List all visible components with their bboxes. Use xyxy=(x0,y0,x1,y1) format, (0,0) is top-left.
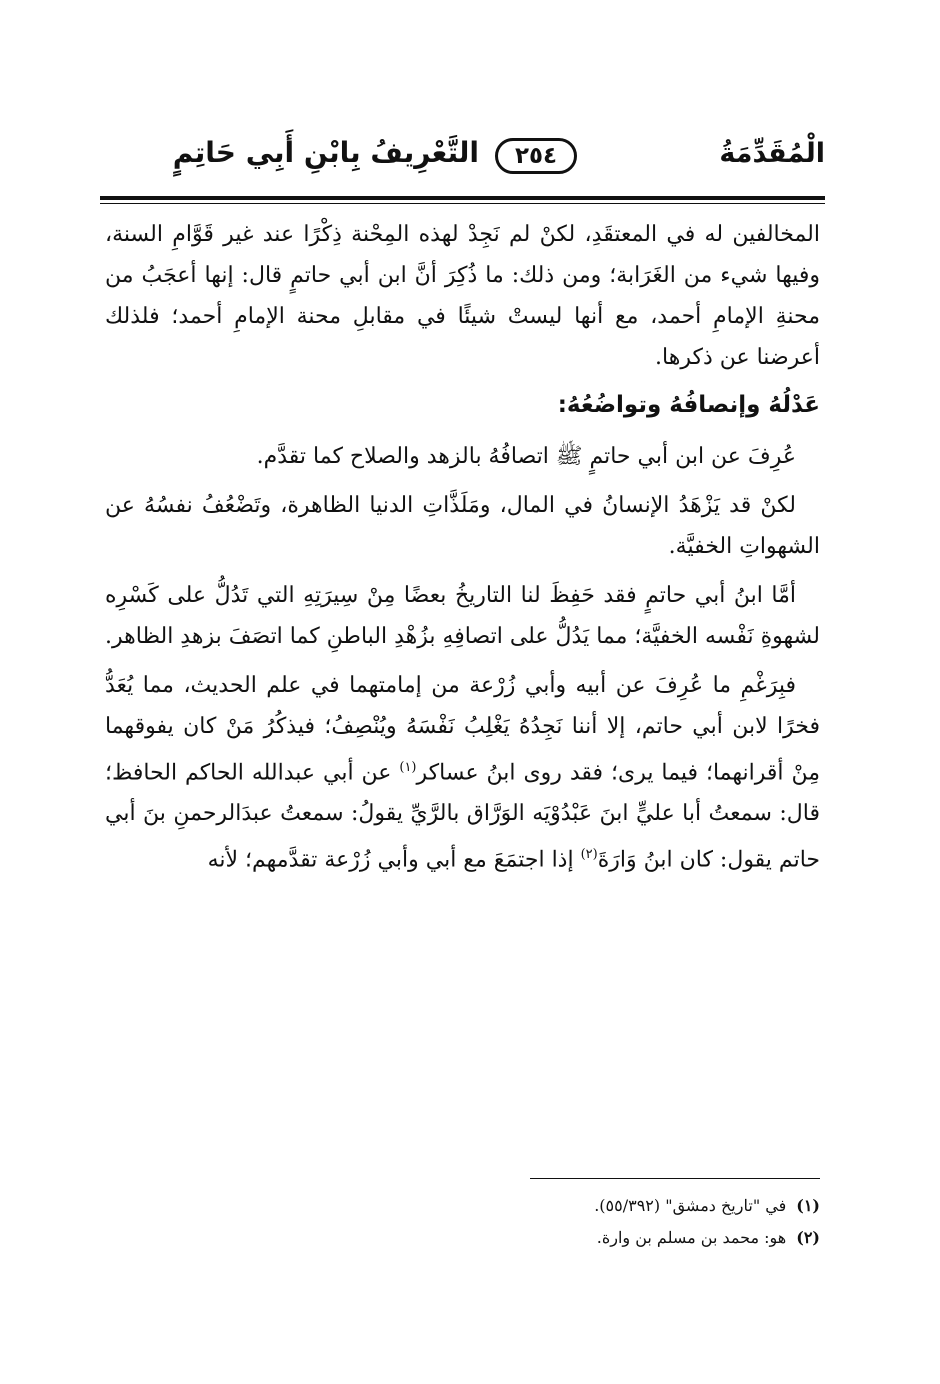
paragraph-1: المخالفين له في المعتقَدِ، لكنْ لم نَجِدْ لهذه المِحْنة ذِكْرًا عند غير قَوَّامِ السنة، وفيها شيء من الغَرَابة؛ ومن ذلك: ما ذُكِرَ أنَّ ابن أبي حاتمٍ قال: إنها أعجَبُ من محنةِ الإمامِ أحمد، مع أنها ليستْ شيئًا في مقابلِ محنة الإمامِ أحمد؛ فلذلك أعرضنا عن ذكرها. xyxy=(105,222,820,370)
footnote-text: هو: محمد بن مسلم بن وارة. xyxy=(596,1228,787,1247)
paragraph-3: لكنْ قد يَزْهَدُ الإنسانُ في المال، ومَلَذَّاتِ الدنيا الظاهرة، وتَضْعُفُ نفسُهُ عن الشهواتِ الخفيَّة. xyxy=(105,493,820,559)
book-title: التَّعْرِيفُ بِابْنِ أَبِي حَاتِمٍ xyxy=(172,136,479,169)
paragraph-5-part-a: فبِرَغْمِ ما عُرِفَ عن أبيه وأبي زُرْعة من إمامتهما في علم الحديث، مما يُعَدُّ فخرًا لابن أبي حاتم، إلا أننا نَجِدُهُ يَغْلِبُ نَفْسَهُ ويُنْصِفُ؛ فيذكُرُ مَنْ كان يفوقهما مِنْ أقرانهما؛ فيما يرى؛ فقد روى ابنُ عساكر xyxy=(105,673,820,786)
section-heading: عَدْلُهُ وإنصافُهُ وتواضُعُهُ: xyxy=(557,392,820,418)
paragraph-5-part-b: عن أبي عبدالله الحاكم الحافظ؛ قال: سمعتُ أبا عليٍّ ابنَ عَبْدُوْيَه الوَرَّاق بالرَّيِّ يقولُ: سمعتُ عبدَالرحمنِ بنَ أبي حاتم يقول: كان ابنُ وَارَةَ xyxy=(105,760,820,873)
footnote-text: في "تاريخ دمشق" (٥٥/٣٩٢). xyxy=(594,1196,787,1215)
header-rule-thin xyxy=(100,203,825,204)
page-number: ٢٥٤ xyxy=(495,138,577,174)
paragraph-5 xyxy=(105,665,820,881)
footnote-number: (١) xyxy=(796,1196,820,1215)
header-rule-thick xyxy=(100,196,825,200)
footnotes-divider xyxy=(530,1178,820,1179)
footnotes xyxy=(105,1190,820,1254)
footnote-number: (٢) xyxy=(796,1228,820,1247)
paragraph-2: عُرِفَ عن ابن أبي حاتمٍ ﷺ اتصافُهُ بالزهد والصلاح كما تقدَّم. xyxy=(256,444,796,469)
section-title: الْمُقَدِّمَةُ xyxy=(719,138,825,169)
paragraph-5-part-c: إذا اجتمَعَ مع أبي وأبي زُرْعة تقدَّمهم؛ لأنه xyxy=(207,847,581,873)
footnote-ref-2[interactable]: (٢) xyxy=(580,847,598,863)
footnote-1 xyxy=(105,1190,820,1222)
footnote-ref-1[interactable]: (١) xyxy=(399,760,417,775)
paragraph-4: أمَّا ابنُ أبي حاتمٍ فقد حَفِظَ لنا التاريخُ بعضًا مِنْ سِيرَتِهِ التي تَدُلُّ على كَسْرِه لشهوةِ نَفْسه الخفيَّة؛ مما يَدُلُّ على اتصافِهِ بزُهْدِ الباطنِ كما اتصَفَ بزهدِ الظاهر. xyxy=(105,583,820,649)
page-header xyxy=(100,132,825,188)
main-text xyxy=(105,214,820,889)
footnote-2 xyxy=(105,1222,820,1254)
